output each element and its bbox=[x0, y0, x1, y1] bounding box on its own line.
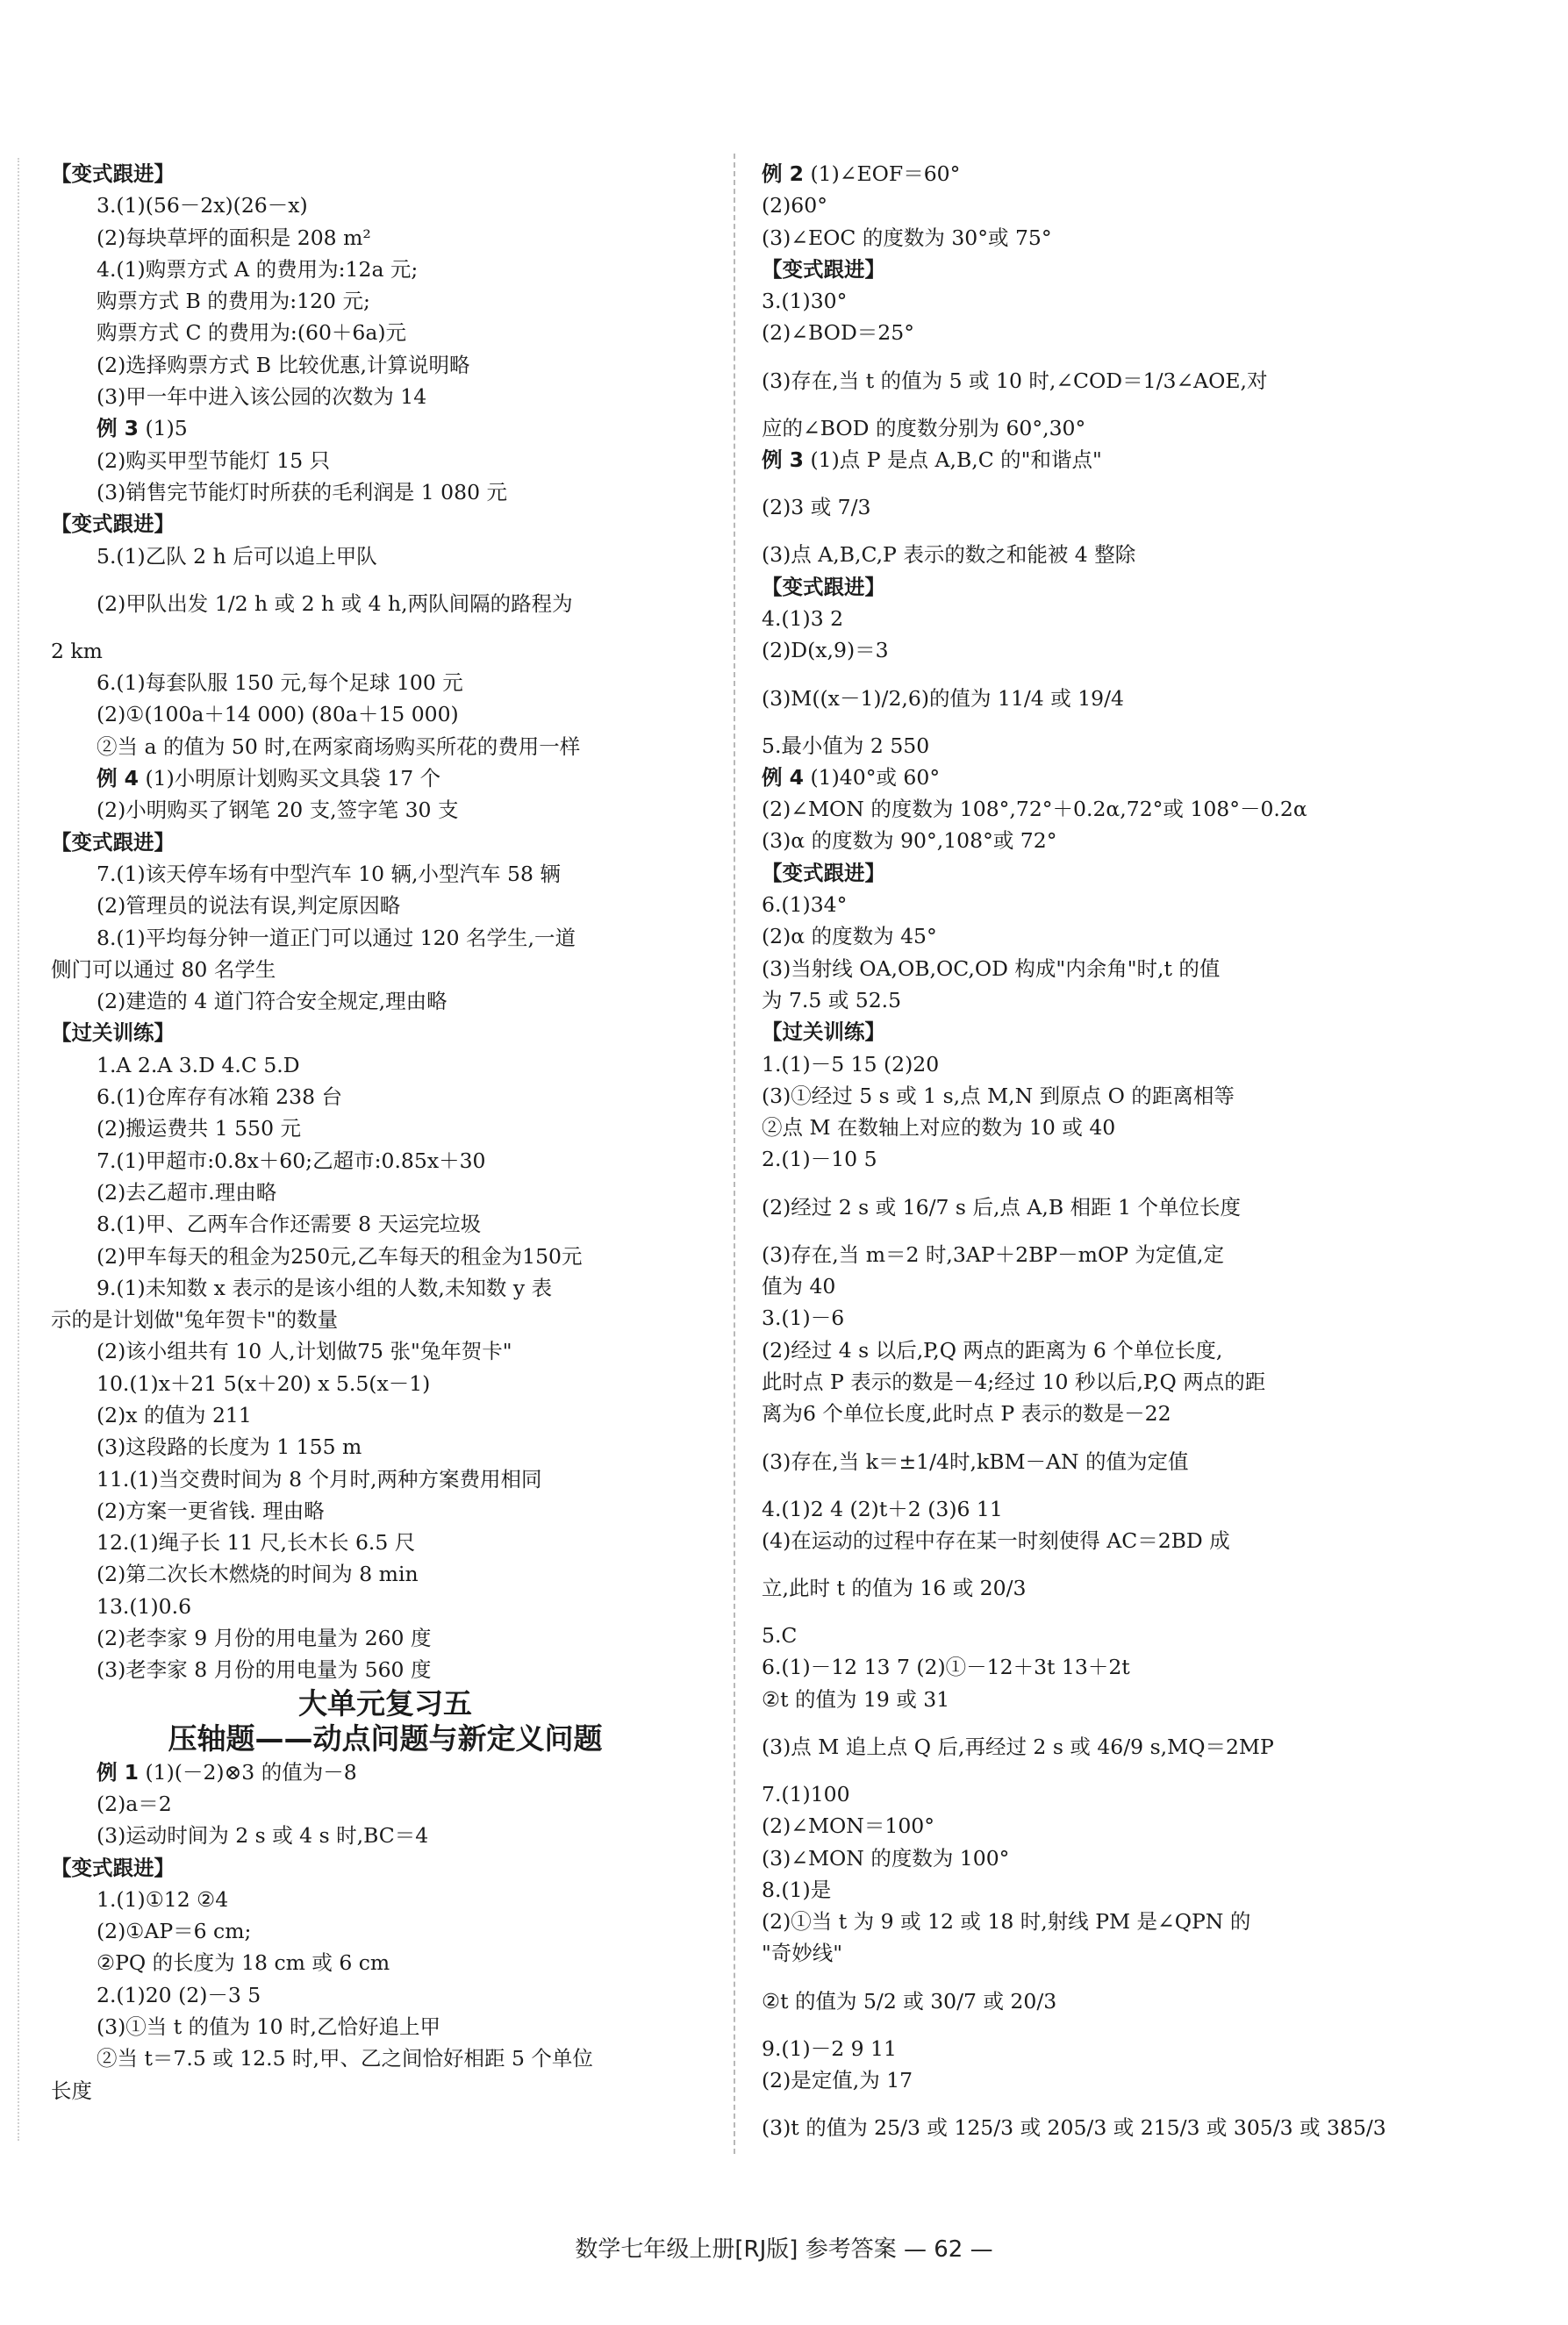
right-section-header: 【过关训练】 bbox=[762, 1019, 885, 1045]
left-answer-line: 4.(1)购票方式 A 的费用为:12a 元; bbox=[97, 256, 419, 282]
left-answer-line: (2)搬运费共 1 550 元 bbox=[97, 1116, 302, 1141]
left-answer-line: (2)购买甲型节能灯 15 只 bbox=[97, 447, 331, 473]
left-answer-line: 7.(1)甲超市:0.8x＋60;乙超市:0.85x＋30 bbox=[97, 1148, 486, 1173]
right-answer-line: ②t 的值为 5/2 或 30/7 或 20/3 bbox=[762, 1988, 1057, 2014]
left-answer-line: (3)①当 t 的值为 10 时,乙恰好追上甲 bbox=[97, 2014, 440, 2040]
left-answer-line: 侧门可以通过 80 名学生 bbox=[51, 956, 276, 982]
left-answer-line: (2)①AP＝6 cm; bbox=[97, 1919, 252, 1944]
example-text: (1)点 P 是点 A,B,C 的"和谐点" bbox=[804, 447, 1102, 473]
left-answer-line: 长度 bbox=[51, 2078, 92, 2103]
left-answer-line: (3)这段路的长度为 1 155 m bbox=[97, 1434, 362, 1460]
right-answer-line: (2)∠MON＝100° bbox=[762, 1814, 934, 1839]
column-divider bbox=[734, 154, 735, 2154]
binding-margin bbox=[18, 158, 19, 2141]
left-example-line bbox=[51, 1756, 720, 1788]
right-section-header: 【变式跟进】 bbox=[762, 860, 885, 885]
example-text: (1)∠EOF＝60° bbox=[804, 161, 961, 186]
example-label: 例 2 bbox=[762, 161, 805, 186]
left-answer-line: (2)第二次长木燃烧的时间为 8 min bbox=[97, 1562, 419, 1587]
right-answer-line: 立,此时 t 的值为 16 或 20/3 bbox=[762, 1576, 1027, 1601]
left-answer-line: (2)x 的值为 211 bbox=[97, 1402, 252, 1427]
left-answer-line: 12.(1)绳子长 11 尺,长木长 6.5 尺 bbox=[97, 1530, 416, 1556]
left-answer-line: 购票方式 B 的费用为:120 元; bbox=[97, 289, 370, 314]
right-answer-line: 值为 40 bbox=[762, 1274, 836, 1299]
right-answer-line: (3)存在,当 k＝±1/4时,kBM－AN 的值为定值 bbox=[762, 1449, 1189, 1474]
right-column bbox=[762, 158, 1455, 2159]
right-answer-line: 6.(1)34° bbox=[762, 892, 848, 918]
right-answer-line: (3)①经过 5 s 或 1 s,点 M,N 到原点 O 的距离相等 bbox=[762, 1083, 1235, 1108]
right-answer-line: (3)存在,当 t 的值为 5 或 10 时,∠COD＝1/3∠AOE,对 bbox=[762, 368, 1268, 393]
right-example-line bbox=[762, 444, 1455, 476]
right-answer-line: (4)在运动的过程中存在某一时刻使得 AC＝2BD 成 bbox=[762, 1527, 1230, 1553]
right-answer-line: 3.(1)30° bbox=[762, 289, 848, 314]
left-answer-line: (2)老李家 9 月份的用电量为 260 度 bbox=[97, 1626, 432, 1651]
right-section-header: 【变式跟进】 bbox=[762, 256, 885, 282]
right-answer-line: 3.(1)－6 bbox=[762, 1306, 845, 1331]
left-answer-line: ②PQ 的长度为 18 cm 或 6 cm bbox=[97, 1950, 390, 1976]
page-footer: 数学七年级上册[RJ版] 参考答案 — 62 — bbox=[575, 2236, 993, 2263]
example-text: (1)40°或 60° bbox=[804, 764, 941, 790]
right-answer-line: (3)存在,当 m＝2 时,3AP＋2BP－mOP 为定值,定 bbox=[762, 1241, 1224, 1267]
left-example-line bbox=[51, 412, 720, 444]
left-section-header: 【变式跟进】 bbox=[51, 161, 175, 186]
left-answer-line: 9.(1)未知数 x 表示的是该小组的人数,未知数 y 表 bbox=[97, 1275, 553, 1300]
left-unit-title: 大单元复习五 bbox=[298, 1685, 472, 1720]
left-column bbox=[51, 158, 720, 2107]
left-answer-line: (2)①(100a＋14 000) (80a＋15 000) bbox=[97, 702, 459, 727]
left-answer-line: ②当 t＝7.5 或 12.5 时,甲、乙之间恰好相距 5 个单位 bbox=[97, 2046, 593, 2071]
left-answer-line: (2)a＝2 bbox=[97, 1791, 172, 1816]
left-answer-line: 7.(1)该天停车场有中型汽车 10 辆,小型汽车 58 辆 bbox=[97, 861, 561, 886]
left-answer-line: (2)选择购票方式 B 比较优惠,计算说明略 bbox=[97, 352, 470, 377]
left-answer-line: 购票方式 C 的费用为:(60＋6a)元 bbox=[97, 320, 407, 346]
left-answer-line: (2)小明购买了钢笔 20 支,签字笔 30 支 bbox=[97, 798, 459, 823]
right-answer-line: 离为6 个单位长度,此时点 P 表示的数是－22 bbox=[762, 1401, 1171, 1427]
right-answer-line: 6.(1)－12 13 7 (2)①－12＋3t 13＋2t bbox=[762, 1655, 1130, 1680]
right-answer-line: (3)∠EOC 的度数为 30°或 75° bbox=[762, 225, 1052, 250]
left-answer-line: 6.(1)每套队服 150 元,每个足球 100 元 bbox=[97, 670, 463, 696]
left-answer-line: 3.(1)(56－2x)(26－x) bbox=[97, 193, 308, 218]
left-answer-line: (3)销售完节能灯时所获的毛利润是 1 080 元 bbox=[97, 479, 508, 504]
example-label: 例 4 bbox=[97, 766, 140, 791]
left-answer-line: 10.(1)x＋21 5(x＋20) x 5.5(x－1) bbox=[97, 1370, 431, 1396]
right-answer-line: (3)当射线 OA,OB,OC,OD 构成"内余角"时,t 的值 bbox=[762, 955, 1221, 981]
right-answer-line: 1.(1)－5 15 (2)20 bbox=[762, 1051, 940, 1077]
example-label: 例 4 bbox=[762, 764, 805, 790]
right-answer-line: (3)t 的值为 25/3 或 125/3 或 205/3 或 215/3 或 305/3 或 385/3 bbox=[762, 2115, 1386, 2141]
left-answer-line: 8.(1)甲、乙两车合作还需要 8 天运完垃圾 bbox=[97, 1212, 482, 1237]
left-answer-line: 1.A 2.A 3.D 4.C 5.D bbox=[97, 1052, 300, 1077]
left-answer-line: 2 km bbox=[51, 638, 103, 663]
right-example-line bbox=[762, 762, 1455, 793]
example-text: (1)小明原计划购买文具袋 17 个 bbox=[139, 766, 441, 791]
left-answer-line: 2.(1)20 (2)－3 5 bbox=[97, 1982, 261, 2007]
right-answer-line: (3)点 A,B,C,P 表示的数之和能被 4 整除 bbox=[762, 542, 1136, 568]
right-answer-line: (2)经过 2 s 或 16/7 s 后,点 A,B 相距 1 个单位长度 bbox=[762, 1194, 1241, 1220]
left-section-header: 【过关训练】 bbox=[51, 1020, 175, 1046]
right-answer-line: (2)∠MON 的度数为 108°,72°＋0.2α,72°或 108°－0.2α bbox=[762, 797, 1307, 822]
left-section-header: 【变式跟进】 bbox=[51, 1855, 175, 1880]
right-answer-line: 9.(1)－2 9 11 bbox=[762, 2035, 897, 2061]
right-answer-line: (2)是定值,为 17 bbox=[762, 2068, 913, 2093]
right-answer-line: (2)60° bbox=[762, 193, 827, 218]
left-answer-line: (3)运动时间为 2 s 或 4 s 时,BC＝4 bbox=[97, 1823, 429, 1849]
left-answer-line: ②当 a 的值为 50 时,在两家商场购买所花的费用一样 bbox=[97, 733, 581, 759]
left-answer-line: 5.(1)乙队 2 h 后可以追上甲队 bbox=[97, 543, 377, 569]
right-answer-line: 4.(1)3 2 bbox=[762, 605, 844, 631]
right-answer-line: 5.最小值为 2 550 bbox=[762, 733, 930, 758]
right-answer-line: (2)∠BOD＝25° bbox=[762, 320, 914, 346]
left-answer-line: (2)每块草坪的面积是 208 m² bbox=[97, 225, 371, 250]
right-answer-line: (2)3 或 7/3 bbox=[762, 495, 871, 520]
example-text: (1)(－2)⊗3 的值为－8 bbox=[139, 1759, 357, 1785]
left-answer-line: 1.(1)①12 ②4 bbox=[97, 1886, 229, 1912]
right-answer-line: 4.(1)2 4 (2)t＋2 (3)6 11 bbox=[762, 1496, 1003, 1521]
right-answer-line: 为 7.5 或 52.5 bbox=[762, 987, 902, 1012]
right-answer-line: (3)α 的度数为 90°,108°或 72° bbox=[762, 828, 1057, 854]
right-answer-line: 应的∠BOD 的度数分别为 60°,30° bbox=[762, 415, 1086, 440]
right-answer-line: ②t 的值为 19 或 31 bbox=[762, 1686, 950, 1712]
left-answer-line: (3)老李家 8 月份的用电量为 560 度 bbox=[97, 1657, 432, 1683]
right-answer-line: (2)α 的度数为 45° bbox=[762, 924, 937, 949]
left-answer-line: (2)该小组共有 10 人,计划做75 张"兔年贺卡" bbox=[97, 1339, 512, 1364]
example-text: (1)5 bbox=[139, 416, 188, 441]
left-answer-line: 示的是计划做"兔年贺卡"的数量 bbox=[51, 1307, 339, 1333]
example-label: 例 3 bbox=[97, 416, 140, 441]
left-answer-line: (2)管理员的说法有误,判定原因略 bbox=[97, 893, 401, 919]
right-answer-line: 此时点 P 表示的数是－4;经过 10 秒以后,P,Q 两点的距 bbox=[762, 1369, 1266, 1394]
left-answer-line: (2)建造的 4 道门符合安全规定,理由略 bbox=[97, 989, 447, 1014]
left-answer-line: 11.(1)当交费时间为 8 个月时,两种方案费用相同 bbox=[97, 1466, 542, 1492]
left-section-header: 【变式跟进】 bbox=[51, 829, 175, 855]
right-answer-line: 2.(1)－10 5 bbox=[762, 1147, 877, 1172]
left-section-header: 【变式跟进】 bbox=[51, 512, 175, 537]
right-answer-line: "奇妙线" bbox=[762, 1941, 843, 1966]
right-answer-line: (2)D(x,9)＝3 bbox=[762, 638, 889, 663]
right-section-header: 【变式跟进】 bbox=[762, 574, 885, 599]
example-label: 例 1 bbox=[97, 1759, 140, 1785]
right-answer-line: 8.(1)是 bbox=[762, 1877, 832, 1902]
left-answer-line: 6.(1)仓库存有冰箱 238 台 bbox=[97, 1084, 343, 1110]
right-answer-line: (3)M((x－1)/2,6)的值为 11/4 或 19/4 bbox=[762, 685, 1124, 711]
left-answer-line: (2)甲车每天的租金为250元,乙车每天的租金为150元 bbox=[97, 1243, 583, 1269]
right-answer-line: (2)经过 4 s 以后,P,Q 两点的距离为 6 个单位长度, bbox=[762, 1337, 1223, 1363]
left-answer-line: 8.(1)平均每分钟一道正门可以通过 120 名学生,一道 bbox=[97, 925, 576, 950]
left-answer-line: 13.(1)0.6 bbox=[97, 1593, 192, 1619]
right-answer-line: 5.C bbox=[762, 1623, 798, 1649]
left-unit-title: 压轴题——动点问题与新定义问题 bbox=[168, 1720, 603, 1756]
left-answer-line: (2)方案一更省钱. 理由略 bbox=[97, 1498, 325, 1523]
left-answer-line: (3)甲一年中进入该公园的次数为 14 bbox=[97, 384, 427, 410]
right-answer-line: 7.(1)100 bbox=[762, 1781, 850, 1806]
left-answer-line: (2)甲队出发 1/2 h 或 2 h 或 4 h,两队间隔的路程为 bbox=[97, 590, 573, 616]
example-label: 例 3 bbox=[762, 447, 805, 473]
right-answer-line: ②点 M 在数轴上对应的数为 10 或 40 bbox=[762, 1115, 1116, 1141]
right-example-line bbox=[762, 158, 1455, 190]
right-answer-line: (3)∠MON 的度数为 100° bbox=[762, 1845, 1010, 1871]
left-example-line bbox=[51, 762, 720, 794]
left-answer-line: (2)去乙超市.理由略 bbox=[97, 1179, 277, 1205]
right-answer-line: (3)点 M 追上点 Q 后,再经过 2 s 或 46/9 s,MQ＝2MP bbox=[762, 1734, 1274, 1759]
right-answer-line: (2)①当 t 为 9 或 12 或 18 时,射线 PM 是∠QPN 的 bbox=[762, 1909, 1251, 1935]
